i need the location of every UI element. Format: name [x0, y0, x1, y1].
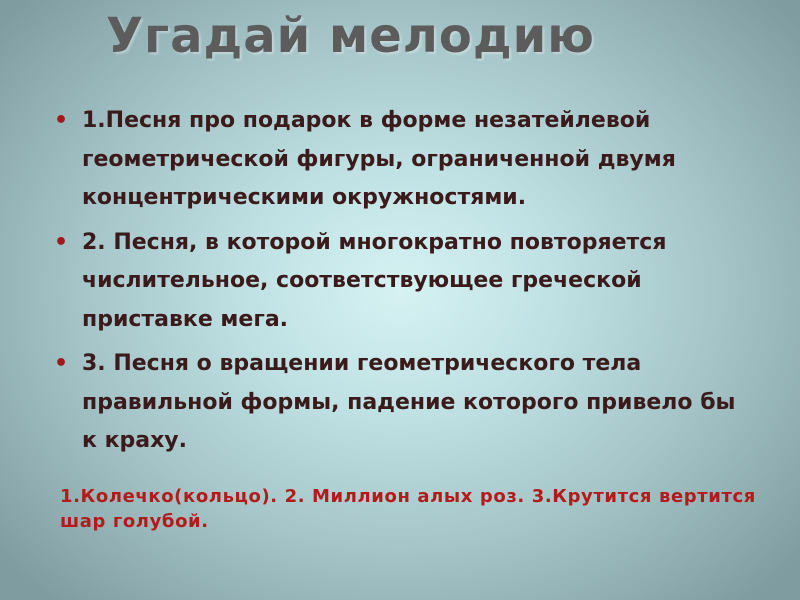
bullet-icon: • — [54, 108, 69, 133]
question-item-3 — [50, 345, 750, 461]
question-text-1: 1.Песня про подарок в форме незатейлевой геометрической фигуры, ограниченной двумя концентрическими окружностями. — [82, 108, 676, 210]
slide-title: Угадай мелодию — [106, 8, 595, 64]
question-text-2: 2. Песня, в которой многократно повторяется числительное, соответствующее греческой приставке мега. — [82, 229, 667, 332]
question-item-2 — [50, 224, 750, 340]
bullet-icon: • — [54, 229, 69, 255]
question-item-1 — [50, 102, 750, 218]
bullet-icon: • — [54, 351, 69, 376]
question-list — [50, 102, 750, 467]
answers-text: 1.Колечко(кольцо). 2. Миллион алых роз. 3.Крутится вертится шар голубой. — [60, 486, 756, 532]
question-text-3: 3. Песня о вращении геометрического тела правильной формы, падение которого привело бы к краху. — [82, 351, 736, 453]
